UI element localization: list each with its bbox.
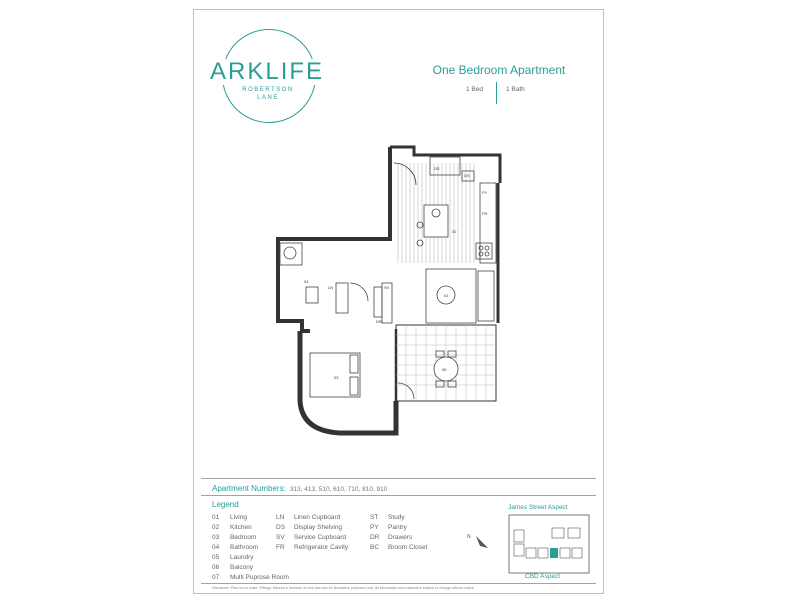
legend-row: ST Study	[370, 514, 405, 521]
label-drawers: DR	[376, 319, 382, 324]
keyplan-top-label: James Street Aspect	[508, 504, 568, 511]
brand-logo	[194, 10, 344, 140]
header-divider	[496, 82, 497, 104]
keyplan-highlight	[550, 548, 558, 558]
legend-row: BC Broom Closet	[370, 544, 428, 551]
section-divider-bottom	[201, 583, 596, 584]
legend-row: FR Refrigerator Cavity	[276, 544, 349, 551]
apartment-type-title: One Bedroom Apartment	[432, 63, 566, 77]
north-label: N	[467, 534, 471, 540]
legend-row: 04 Bathroom	[212, 544, 259, 551]
legend-title: Legend	[212, 500, 239, 509]
label-service: SV	[384, 285, 390, 290]
legend-row: 05 Laundry	[212, 554, 254, 561]
apartment-numbers	[212, 484, 387, 493]
legend-row: PY Pantry	[370, 524, 407, 531]
bath-count: 1 Bath	[506, 86, 525, 93]
logo-subtitle-line1: ROBERTSON	[242, 87, 294, 93]
legend-row: 06 Balcony	[212, 564, 254, 571]
legend-row: SV Service Cupboard	[276, 534, 347, 541]
label-ds-2: DS	[464, 173, 470, 178]
bed-count: 1 Bed	[466, 86, 483, 93]
disclaimer-text: Disclaimer: Plan not to scale. Fittings, fixtures & furniture on this plan are for illustrative purposes only. All information and material is subject to change without notice.	[212, 586, 476, 590]
legend-row: 02 Kitchen	[212, 524, 252, 531]
label-fridge: FR	[482, 211, 488, 216]
logo-subtitle-line2: LANE	[257, 95, 279, 101]
legend-row: 03 Bedroom	[212, 534, 257, 541]
section-divider-top	[201, 478, 596, 479]
floor-plan-drawing	[266, 143, 511, 438]
label-balcony: 06	[442, 367, 447, 372]
label-kitchen: 02	[452, 229, 457, 234]
apartment-numbers-label: Apartment Numbers:	[212, 484, 286, 493]
legend-fixtures-a	[276, 513, 348, 553]
legend-row: DS Display Shelving	[276, 524, 343, 531]
legend-row: 07 Multi Puprose Room	[212, 574, 289, 581]
section-divider-mid	[201, 495, 596, 496]
floorplan-sheet	[193, 9, 604, 594]
north-arrow-icon	[466, 530, 492, 552]
label-bedroom: 03	[334, 375, 339, 380]
label-living: 01	[444, 293, 449, 298]
label-ds-1: DS	[434, 166, 440, 171]
key-plan	[508, 514, 590, 574]
apartment-numbers-values: 313, 413, 510, 610, 710, 810, 910	[289, 486, 388, 493]
logo-wordmark: ARKLIFE	[208, 59, 342, 85]
legend-row: 01 Living	[212, 514, 247, 521]
keyplan-bottom-label: CBD Aspect	[525, 573, 561, 580]
legend-fixtures-b	[370, 513, 427, 553]
legend-row: DR Drawers	[370, 534, 413, 541]
label-pantry: PY	[482, 190, 488, 195]
label-bathroom: 04	[304, 279, 309, 284]
label-linen: LN	[328, 285, 334, 290]
legend-row: LN Linen Cupboard	[276, 514, 341, 521]
